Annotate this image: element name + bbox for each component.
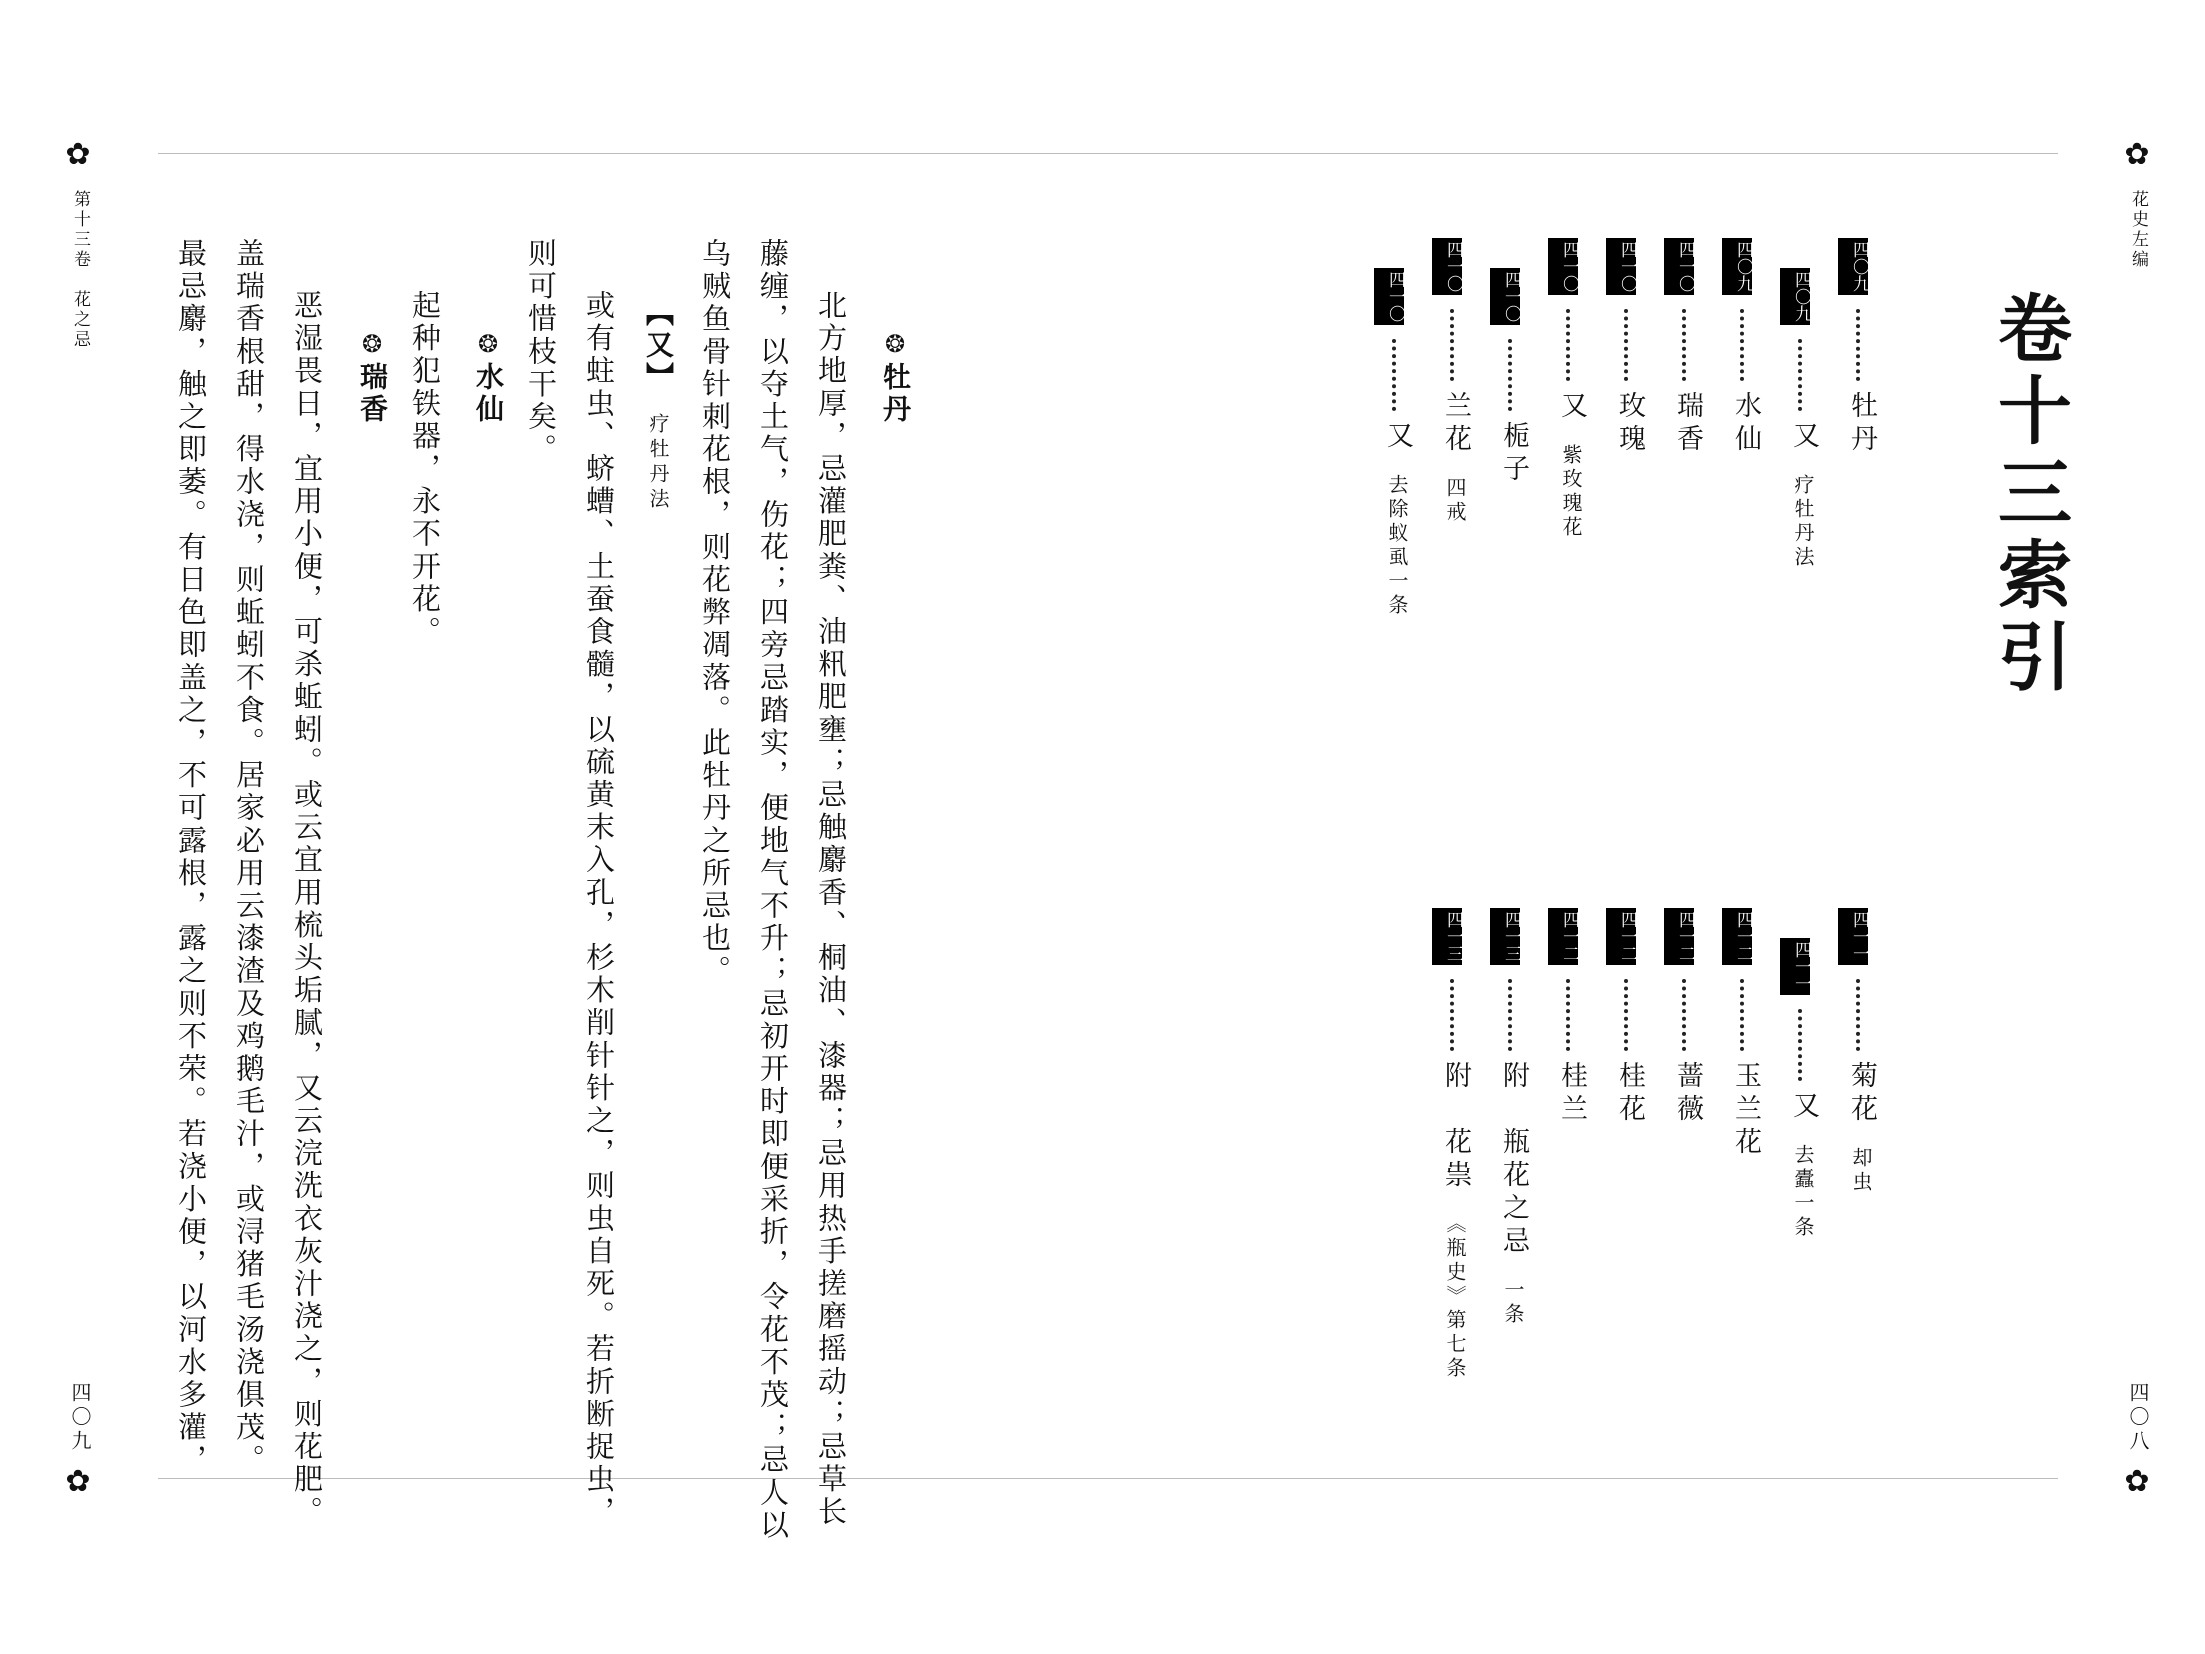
leader-dots bbox=[1508, 979, 1512, 1051]
bottom-rule bbox=[158, 1478, 2058, 1479]
index-page-number: 四一三 bbox=[1490, 908, 1520, 965]
index-entry-name: 又 bbox=[1788, 1091, 1819, 1124]
leader-dots bbox=[1450, 979, 1454, 1051]
bullet-icon: ❂ bbox=[358, 330, 386, 362]
index-entry-note: 《瓶史》第七条 bbox=[1443, 1213, 1467, 1381]
you-label: 【又】 bbox=[642, 298, 675, 394]
leader-dots bbox=[1856, 979, 1860, 1051]
index-entry-note: 一条 bbox=[1501, 1279, 1525, 1327]
text-column: 乌贼鱼骨针刺花根，则花弊凋落。此牡丹之所忌也。 bbox=[698, 238, 732, 988]
index-entry-note: 疗牡丹法 bbox=[1791, 474, 1815, 570]
index-page-number: 四一〇 bbox=[1374, 268, 1404, 325]
top-rule bbox=[158, 153, 2058, 154]
you-heading bbox=[638, 298, 678, 513]
index-entry bbox=[1722, 908, 1762, 1160]
leader-dots bbox=[1798, 1009, 1802, 1081]
leader-dots bbox=[1392, 339, 1396, 411]
index-entry-name: 桂兰 bbox=[1556, 1061, 1587, 1127]
index-entry-note: 却虫 bbox=[1849, 1147, 1873, 1195]
leader-dots bbox=[1682, 309, 1686, 381]
index-entry bbox=[1664, 238, 1704, 457]
index-entry bbox=[1780, 268, 1820, 570]
flower-ornament-icon: ✿ bbox=[65, 1464, 91, 1499]
index-page-number: 四一二 bbox=[1664, 908, 1694, 965]
index-entry bbox=[1548, 908, 1588, 1127]
index-entry bbox=[1838, 908, 1878, 1195]
index-page-number: 四〇九 bbox=[1722, 238, 1752, 295]
index-entry-note: 紫玫瑰花 bbox=[1559, 444, 1583, 540]
you-note: 疗牡丹法 bbox=[646, 413, 670, 513]
index-entry bbox=[1838, 238, 1878, 457]
index-page-number: 四一〇 bbox=[1664, 238, 1694, 295]
index-page-number: 四一一 bbox=[1838, 908, 1868, 965]
index-page-number: 四一〇 bbox=[1490, 268, 1520, 325]
left-folio: 第十三卷 花之忌 bbox=[70, 190, 90, 350]
heading-shuixian-label: 水仙 bbox=[472, 362, 505, 426]
index-entry bbox=[1548, 238, 1588, 540]
right-page-number: 四〇八 bbox=[2126, 1382, 2150, 1454]
index-entry bbox=[1432, 908, 1472, 1381]
right-folio: 花史左编 bbox=[2128, 190, 2148, 270]
left-page-number: 四〇九 bbox=[68, 1382, 92, 1454]
index-page-number: 四一二 bbox=[1606, 908, 1636, 965]
index-entry-name: 牡丹 bbox=[1846, 391, 1877, 457]
heading-ruixiang-label: 瑞香 bbox=[356, 362, 389, 426]
index-entry-name: 附 花祟 bbox=[1440, 1061, 1471, 1193]
index-entry bbox=[1780, 938, 1820, 1240]
leader-dots bbox=[1740, 309, 1744, 381]
index-entry-name: 瑞香 bbox=[1672, 391, 1703, 457]
leader-dots bbox=[1624, 979, 1628, 1051]
index-page-number: 四一二 bbox=[1722, 908, 1752, 965]
flower-ornament-icon: ✿ bbox=[2124, 137, 2150, 172]
index-page-number: 四一二 bbox=[1548, 908, 1578, 965]
text-column: 藤缠，以夺土气，伤花；四旁忌踏实，便地气不升；忌初开时即便采折，令花不茂；忌人以 bbox=[756, 238, 790, 1542]
index-page-number: 四〇九 bbox=[1780, 268, 1810, 325]
leader-dots bbox=[1856, 309, 1860, 381]
index-entry bbox=[1490, 908, 1530, 1327]
index-entry-note: 四戒 bbox=[1443, 477, 1467, 525]
text-column: 最忌麝，触之即萎。有日色即盖之，不可露根，露之则不荣。若浇小便，以河水多灌， bbox=[174, 238, 208, 1477]
index-entry-name: 栀子 bbox=[1498, 421, 1529, 487]
heading-shuixian bbox=[468, 330, 508, 426]
heading-mudan-label: 牡丹 bbox=[879, 362, 912, 426]
text-column: 起种犯铁器，永不开花。 bbox=[408, 290, 442, 649]
index-page-number: 四一一 bbox=[1780, 938, 1810, 995]
leader-dots bbox=[1450, 309, 1454, 381]
index-page-number: 四一三 bbox=[1432, 908, 1462, 965]
index-entry-name: 附 瓶花之忌 bbox=[1498, 1061, 1529, 1259]
index-entry-name: 菊花 bbox=[1846, 1061, 1877, 1127]
index-entry bbox=[1374, 268, 1414, 618]
leader-dots bbox=[1740, 979, 1744, 1051]
index-entry-name: 玉兰花 bbox=[1730, 1061, 1761, 1160]
index-page-number: 四一〇 bbox=[1548, 238, 1578, 295]
text-column: 北方地厚，忌灌肥粪、油籸肥壅；忌触麝香、桐油、漆器；忌用热手搓磨摇动；忌草长 bbox=[814, 290, 848, 1529]
leader-dots bbox=[1566, 309, 1570, 381]
heading-mudan bbox=[875, 330, 915, 426]
index-entry-name: 又 bbox=[1788, 421, 1819, 454]
bullet-icon: ❂ bbox=[881, 330, 909, 362]
text-column: 或有蛀虫、蛴螬、土蚕食髓，以硫黄末入孔，杉木削针针之，则虫自死。若折断捉虫， bbox=[582, 290, 616, 1529]
index-entry-name: 桂花 bbox=[1614, 1061, 1645, 1127]
leader-dots bbox=[1566, 979, 1570, 1051]
index-entry-name: 玫瑰 bbox=[1614, 391, 1645, 457]
index-entry bbox=[1490, 268, 1530, 487]
index-page-number: 四一〇 bbox=[1606, 238, 1636, 295]
index-entry-name: 又 bbox=[1556, 391, 1587, 424]
index-entry-name: 兰花 bbox=[1440, 391, 1471, 457]
leader-dots bbox=[1798, 339, 1802, 411]
index-page-number: 四〇九 bbox=[1838, 238, 1868, 295]
leader-dots bbox=[1682, 979, 1686, 1051]
index-entry-note: 去蠹一条 bbox=[1791, 1144, 1815, 1240]
index-page-number: 四一〇 bbox=[1432, 238, 1462, 295]
index-entry bbox=[1722, 238, 1762, 457]
flower-ornament-icon: ✿ bbox=[65, 137, 91, 172]
index-title: 卷十三索引 bbox=[1986, 290, 2072, 700]
index-entry-note: 去除蚁虱一条 bbox=[1385, 474, 1409, 618]
text-column: 盖瑞香根甜，得水浇，则蚯蚓不食。居家必用云漆渣及鸡鹅毛汁，或浔猪毛汤浇俱茂。 bbox=[232, 238, 266, 1477]
bullet-icon: ❂ bbox=[474, 330, 502, 362]
index-entry-name: 蔷薇 bbox=[1672, 1061, 1703, 1127]
index-entry-name: 水仙 bbox=[1730, 391, 1761, 457]
flower-ornament-icon: ✿ bbox=[2124, 1464, 2150, 1499]
index-entry bbox=[1664, 908, 1704, 1127]
leader-dots bbox=[1624, 309, 1628, 381]
index-entry bbox=[1432, 238, 1472, 525]
leader-dots bbox=[1508, 339, 1512, 411]
text-column: 则可惜枝干矣。 bbox=[524, 238, 558, 467]
index-entry bbox=[1606, 238, 1646, 457]
heading-ruixiang bbox=[352, 330, 392, 426]
index-entry-name: 又 bbox=[1382, 421, 1413, 454]
text-column: 恶湿畏日，宜用小便，可杀蚯蚓。或云宜用梳头垢腻，又云浣洗衣灰汁浇之，则花肥。 bbox=[290, 290, 324, 1529]
index-entry bbox=[1606, 908, 1646, 1127]
